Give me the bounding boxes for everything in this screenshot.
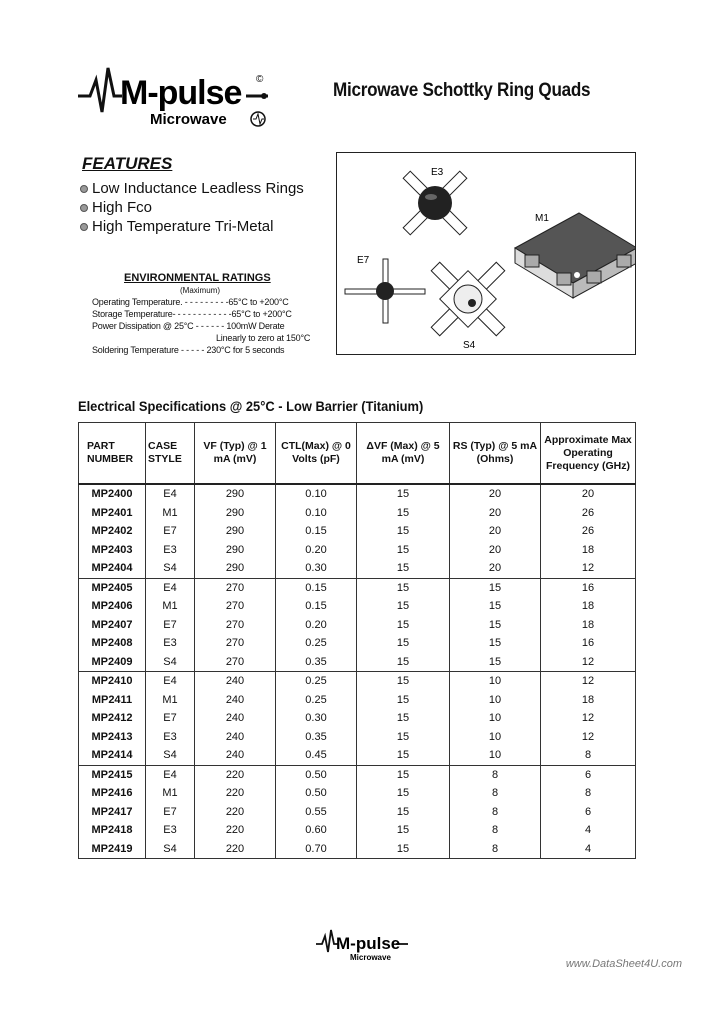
rs-value: 10 (450, 672, 541, 691)
table-row (79, 728, 636, 747)
ctl-value: 0.25 (276, 691, 357, 710)
case-style: E4 (146, 484, 195, 504)
header-rs: RS (Typ) @ 5 mA (Ohms) (450, 423, 541, 485)
frequency-value: 12 (541, 559, 636, 578)
ctl-value: 0.60 (276, 821, 357, 840)
frequency-value: 8 (541, 746, 636, 765)
rs-value: 15 (450, 653, 541, 672)
environmental-subheading: (Maximum) (180, 286, 220, 295)
frequency-value: 12 (541, 672, 636, 691)
table-row (79, 691, 636, 710)
package-illustration-box (336, 152, 636, 355)
part-number: MP2414 (79, 746, 146, 765)
vf-value: 290 (195, 559, 276, 578)
delta-vf-value: 15 (357, 784, 450, 803)
vf-value: 220 (195, 840, 276, 859)
delta-vf-value: 15 (357, 672, 450, 691)
ctl-value: 0.50 (276, 784, 357, 803)
delta-vf-value: 15 (357, 597, 450, 616)
frequency-value: 8 (541, 784, 636, 803)
delta-vf-value: 15 (357, 559, 450, 578)
vf-value: 270 (195, 578, 276, 597)
frequency-value: 26 (541, 504, 636, 523)
ctl-value: 0.25 (276, 672, 357, 691)
rs-value: 8 (450, 821, 541, 840)
case-style: E3 (146, 541, 195, 560)
rs-value: 15 (450, 616, 541, 635)
environmental-heading: ENVIRONMENTAL RATINGS (124, 272, 271, 284)
frequency-value: 6 (541, 765, 636, 784)
e7-package-icon (345, 259, 425, 323)
frequency-value: 4 (541, 821, 636, 840)
table-row (79, 522, 636, 541)
ctl-value: 0.30 (276, 559, 357, 578)
part-number: MP2407 (79, 616, 146, 635)
case-style: E7 (146, 709, 195, 728)
part-number: MP2400 (79, 484, 146, 504)
footer-brand-text: M-pulse (336, 934, 401, 953)
part-number: MP2404 (79, 559, 146, 578)
feature-item: High Temperature Tri-Metal (80, 218, 273, 235)
part-number: MP2406 (79, 597, 146, 616)
part-number: MP2402 (79, 522, 146, 541)
vf-value: 240 (195, 672, 276, 691)
case-style: E4 (146, 672, 195, 691)
rs-value: 20 (450, 504, 541, 523)
frequency-value: 18 (541, 616, 636, 635)
rs-value: 15 (450, 578, 541, 597)
footer-watermark: www.DataSheet4U.com (565, 958, 682, 970)
vf-value: 240 (195, 709, 276, 728)
vf-value: 220 (195, 803, 276, 822)
delta-vf-value: 15 (357, 728, 450, 747)
header-frequency: Approximate Max Operating Frequency (GHz) (541, 423, 636, 485)
case-style: E3 (146, 821, 195, 840)
delta-vf-value: 15 (357, 691, 450, 710)
rs-value: 8 (450, 784, 541, 803)
delta-vf-value: 15 (357, 840, 450, 859)
package-drawings (337, 153, 635, 354)
vf-value: 220 (195, 784, 276, 803)
part-number: MP2415 (79, 765, 146, 784)
case-style: E4 (146, 578, 195, 597)
delta-vf-value: 15 (357, 484, 450, 504)
header-delta-vf: ΔVF (Max) @ 5 mA (mV) (357, 423, 450, 485)
vf-value: 290 (195, 522, 276, 541)
table-row (79, 803, 636, 822)
part-number: MP2408 (79, 634, 146, 653)
package-label-e7: E7 (357, 255, 370, 266)
feature-item: High Fco (80, 199, 152, 216)
frequency-value: 18 (541, 691, 636, 710)
part-number: MP2409 (79, 653, 146, 672)
delta-vf-value: 15 (357, 709, 450, 728)
rs-value: 20 (450, 484, 541, 504)
case-style: S4 (146, 559, 195, 578)
frequency-value: 20 (541, 484, 636, 504)
frequency-value: 4 (541, 840, 636, 859)
case-style: M1 (146, 597, 195, 616)
vf-value: 270 (195, 597, 276, 616)
table-row (79, 578, 636, 597)
ctl-value: 0.20 (276, 541, 357, 560)
ctl-value: 0.15 (276, 522, 357, 541)
vf-value: 240 (195, 746, 276, 765)
env-rating-line: Storage Temperature- - - - - - - - - - - -65°C to +200°C (92, 309, 292, 319)
table-row (79, 559, 636, 578)
logo-brand-text: M-pulse (120, 74, 242, 112)
rs-value: 10 (450, 691, 541, 710)
delta-vf-value: 15 (357, 765, 450, 784)
delta-vf-value: 15 (357, 821, 450, 840)
delta-vf-value: 15 (357, 504, 450, 523)
features-heading: FEATURES (82, 154, 173, 173)
case-style: M1 (146, 784, 195, 803)
part-number: MP2416 (79, 784, 146, 803)
logo-sub-text: Microwave (150, 111, 227, 128)
vf-value: 270 (195, 634, 276, 653)
case-style: M1 (146, 691, 195, 710)
header-ctl: CTL(Max) @ 0 Volts (pF) (276, 423, 357, 485)
frequency-value: 16 (541, 578, 636, 597)
ctl-value: 0.15 (276, 578, 357, 597)
table-row (79, 821, 636, 840)
vf-value: 290 (195, 504, 276, 523)
part-number: MP2419 (79, 840, 146, 859)
table-row (79, 672, 636, 691)
env-rating-line: Linearly to zero at 150°C (216, 333, 311, 343)
feature-item: Low Inductance Leadless Rings (80, 180, 304, 197)
table-row (79, 616, 636, 635)
table-row (79, 840, 636, 859)
rs-value: 20 (450, 541, 541, 560)
package-label-m1: M1 (535, 213, 549, 224)
page-title: Microwave Schottky Ring Quads (333, 80, 591, 101)
table-row (79, 784, 636, 803)
env-rating-line: Soldering Temperature - - - - - 230°C for 5 seconds (92, 345, 285, 355)
frequency-value: 12 (541, 728, 636, 747)
delta-vf-value: 15 (357, 634, 450, 653)
case-style: E7 (146, 522, 195, 541)
rs-value: 10 (450, 746, 541, 765)
delta-vf-value: 15 (357, 522, 450, 541)
case-style: E7 (146, 616, 195, 635)
delta-vf-value: 15 (357, 803, 450, 822)
part-number: MP2401 (79, 504, 146, 523)
vf-value: 220 (195, 821, 276, 840)
ctl-value: 0.30 (276, 709, 357, 728)
part-number: MP2418 (79, 821, 146, 840)
delta-vf-value: 15 (357, 746, 450, 765)
bullet-icon (80, 185, 88, 193)
bullet-icon (80, 223, 88, 231)
frequency-value: 6 (541, 803, 636, 822)
table-row (79, 484, 636, 504)
table-row (79, 634, 636, 653)
table-row (79, 653, 636, 672)
vf-value: 270 (195, 616, 276, 635)
ctl-value: 0.55 (276, 803, 357, 822)
case-style: S4 (146, 746, 195, 765)
ctl-value: 0.10 (276, 504, 357, 523)
ctl-value: 0.35 (276, 653, 357, 672)
table-row (79, 746, 636, 765)
part-number: MP2413 (79, 728, 146, 747)
header-part-number: PART NUMBER (79, 423, 146, 485)
part-number: MP2410 (79, 672, 146, 691)
frequency-value: 12 (541, 709, 636, 728)
mpulse-logo (78, 58, 278, 130)
footer-logo (316, 924, 412, 964)
ctl-value: 0.35 (276, 728, 357, 747)
ctl-value: 0.45 (276, 746, 357, 765)
ctl-value: 0.10 (276, 484, 357, 504)
rs-value: 8 (450, 840, 541, 859)
frequency-value: 18 (541, 541, 636, 560)
case-style: E3 (146, 634, 195, 653)
table-row (79, 541, 636, 560)
rs-value: 10 (450, 728, 541, 747)
package-label-s4: S4 (463, 340, 476, 351)
delta-vf-value: 15 (357, 616, 450, 635)
vf-value: 240 (195, 728, 276, 747)
table-row (79, 504, 636, 523)
rs-value: 20 (450, 522, 541, 541)
frequency-value: 18 (541, 597, 636, 616)
rs-value: 20 (450, 559, 541, 578)
package-label-e3: E3 (431, 167, 444, 178)
table-row (79, 597, 636, 616)
ctl-value: 0.20 (276, 616, 357, 635)
vf-value: 270 (195, 653, 276, 672)
rs-value: 10 (450, 709, 541, 728)
vf-value: 240 (195, 691, 276, 710)
case-style: E3 (146, 728, 195, 747)
case-style: E7 (146, 803, 195, 822)
delta-vf-value: 15 (357, 541, 450, 560)
env-rating-line: Power Dissipation @ 25°C - - - - - - 100mW Derate (92, 321, 285, 331)
frequency-value: 16 (541, 634, 636, 653)
m1-package-icon (515, 213, 635, 298)
vf-value: 290 (195, 484, 276, 504)
rs-value: 8 (450, 803, 541, 822)
spec-section-title: Electrical Specifications @ 25°C - Low Barrier (Titanium) (78, 398, 424, 414)
part-number: MP2403 (79, 541, 146, 560)
header-vf: VF (Typ) @ 1 mA (mV) (195, 423, 276, 485)
table-row (79, 709, 636, 728)
part-number: MP2405 (79, 578, 146, 597)
delta-vf-value: 15 (357, 578, 450, 597)
ctl-value: 0.25 (276, 634, 357, 653)
vf-value: 220 (195, 765, 276, 784)
case-style: S4 (146, 840, 195, 859)
frequency-value: 12 (541, 653, 636, 672)
frequency-value: 26 (541, 522, 636, 541)
rs-value: 15 (450, 597, 541, 616)
table-row (79, 765, 636, 784)
case-style: E4 (146, 765, 195, 784)
bullet-icon (80, 204, 88, 212)
part-number: MP2417 (79, 803, 146, 822)
env-rating-line: Operating Temperature. - - - - - - - - -65°C to +200°C (92, 297, 289, 307)
ctl-value: 0.50 (276, 765, 357, 784)
header-case-style: CASE STYLE (146, 423, 195, 485)
spec-table (78, 422, 636, 859)
ctl-value: 0.15 (276, 597, 357, 616)
case-style: M1 (146, 504, 195, 523)
rs-value: 8 (450, 765, 541, 784)
ctl-value: 0.70 (276, 840, 357, 859)
footer-sub-text: Microwave (350, 953, 391, 962)
part-number: MP2411 (79, 691, 146, 710)
rs-value: 15 (450, 634, 541, 653)
case-style: S4 (146, 653, 195, 672)
part-number: MP2412 (79, 709, 146, 728)
vf-value: 290 (195, 541, 276, 560)
delta-vf-value: 15 (357, 653, 450, 672)
svg-text:©: © (256, 74, 264, 85)
